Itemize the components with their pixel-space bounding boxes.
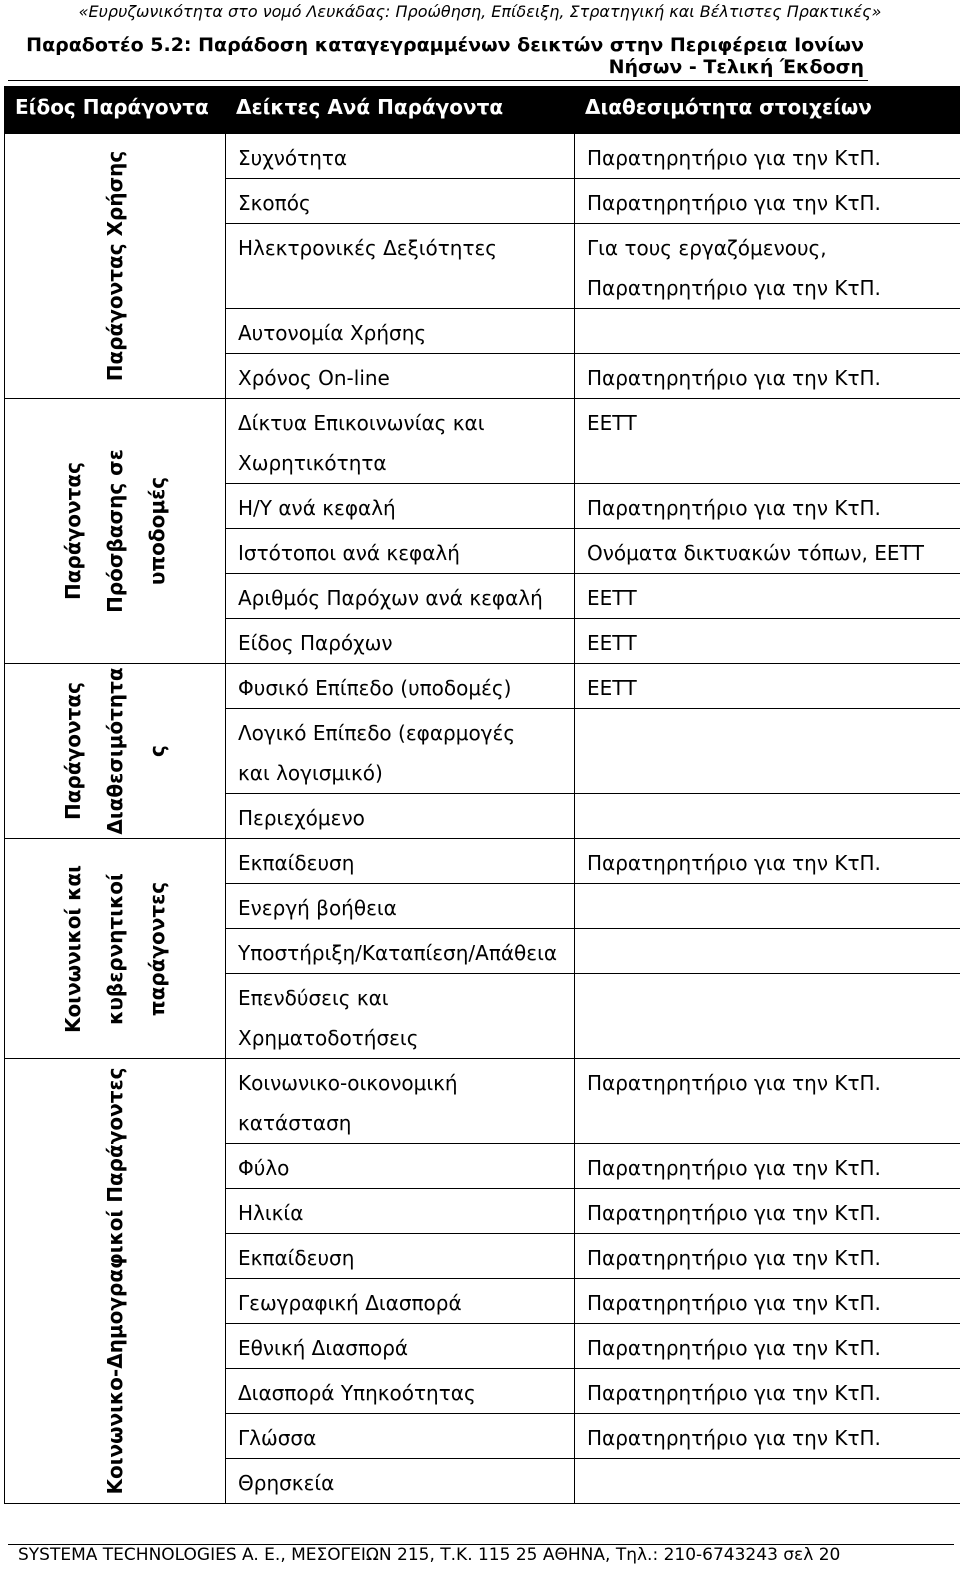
availability-source: Παρατηρητήριο για την ΚτΠ. — [587, 1156, 881, 1180]
indicator-cell — [226, 224, 575, 309]
indicator-label: Ιστότοποι ανά κεφαλή — [238, 541, 460, 565]
availability-cell — [575, 574, 960, 619]
indicator-cell — [226, 1189, 575, 1234]
column-header-availability — [575, 87, 960, 134]
factor-category-label: Κοινωνικο-Δημογραφικοί Παράγοντες — [103, 1067, 127, 1495]
indicator-label: Εκπαίδευση — [238, 851, 355, 875]
availability-cell — [575, 794, 960, 839]
table-row — [5, 1059, 960, 1144]
availability-cell — [575, 399, 960, 484]
indicator-cell — [226, 929, 575, 974]
factor-category-label: Παράγοντας — [61, 462, 85, 600]
indicator-label: Η/Υ ανά κεφαλή — [238, 496, 396, 520]
table-row — [5, 664, 960, 709]
factor-category-label: παράγοντες — [145, 881, 169, 1016]
availability-cell — [575, 309, 960, 354]
column-header-indicators — [226, 87, 575, 134]
availability-cell — [575, 929, 960, 974]
indicator-label: Κοινωνικο-οικονομική — [238, 1071, 458, 1095]
indicator-label: Διασπορά Υπηκοότητας — [238, 1381, 476, 1405]
indicator-label: Ηλεκτρονικές Δεξιότητες — [238, 236, 498, 260]
indicators-table — [4, 86, 960, 1504]
factor-category-cell — [5, 134, 226, 399]
indicator-label: Συχνότητα — [238, 146, 348, 170]
table-row — [5, 134, 960, 179]
footer-company-info: SYSTEMA TECHNOLOGIES A. E., ΜΕΣΟΓΕΙΩΝ 215, Τ.Κ. 115 25 ΑΘΗΝΑ, Τηλ.: 210-6743243 σελ 20 — [18, 1545, 841, 1565]
factor-category-label: ς — [145, 745, 169, 757]
availability-cell — [575, 664, 960, 709]
indicators-table-container — [4, 86, 960, 1509]
indicator-cell — [226, 179, 575, 224]
factor-category-label: υποδομές — [145, 476, 169, 586]
availability-source: ΕΕΤΤ — [587, 631, 637, 655]
availability-source: Παρατηρητήριο για την ΚτΠ. — [587, 1246, 881, 1270]
indicator-cell — [226, 399, 575, 484]
header-divider — [8, 80, 868, 81]
availability-source: Παρατηρητήριο για την ΚτΠ. — [587, 496, 881, 520]
indicator-label: κατάσταση — [238, 1111, 352, 1135]
availability-source: Παρατηρητήριο για την ΚτΠ. — [587, 1201, 881, 1225]
availability-source: Παρατηρητήριο για την ΚτΠ. — [587, 1336, 881, 1360]
deliverable-title: Παραδοτέο 5.2: Παράδοση καταγεγραμμένων δεικτών στην Περιφέρεια Ιονίων — [26, 34, 864, 56]
indicator-label: Ενεργή βοήθεια — [238, 896, 397, 920]
indicator-label: Θρησκεία — [238, 1471, 335, 1495]
indicator-cell — [226, 1324, 575, 1369]
deliverable-subtitle: Νήσων - Τελική Έκδοση — [608, 56, 864, 78]
indicator-label: Περιεχόμενο — [238, 806, 365, 830]
indicator-cell — [226, 574, 575, 619]
availability-cell — [575, 619, 960, 664]
indicator-label: Εκπαίδευση — [238, 1246, 355, 1270]
indicator-label: και λογισμικό) — [238, 761, 383, 785]
factor-category-label: Παράγοντας — [61, 682, 85, 820]
table-body — [5, 134, 960, 1504]
table-row — [5, 399, 960, 484]
availability-cell — [575, 529, 960, 574]
indicator-label: Φυσικό Επίπεδο (υποδομές) — [238, 676, 512, 700]
availability-source: Για τους εργαζόμενους, — [587, 236, 827, 260]
availability-source: Παρατηρητήριο για την ΚτΠ. — [587, 1381, 881, 1405]
indicator-label: Λογικό Επίπεδο (εφαρμογές — [238, 721, 516, 745]
indicator-cell — [226, 839, 575, 884]
column-header-label: Είδος Παράγοντα — [15, 95, 209, 119]
indicator-label: Γλώσσα — [238, 1426, 317, 1450]
indicator-label: Χωρητικότητα — [238, 451, 387, 475]
availability-source: Ονόματα δικτυακών τόπων, ΕΕΤΤ — [587, 541, 924, 565]
availability-source: Παρατηρητήριο για την ΚτΠ. — [587, 366, 881, 390]
column-header-factor-type — [5, 87, 226, 134]
availability-source: ΕΕΤΤ — [587, 676, 637, 700]
indicator-cell — [226, 134, 575, 179]
indicator-label: Αυτονομία Χρήσης — [238, 321, 427, 345]
availability-cell — [575, 1369, 960, 1414]
indicator-cell — [226, 1234, 575, 1279]
factor-category-cell — [5, 399, 226, 664]
indicator-cell — [226, 1059, 575, 1144]
availability-cell — [575, 354, 960, 399]
availability-source — [587, 713, 960, 753]
indicator-label: Γεωγραφική Διασπορά — [238, 1291, 462, 1315]
availability-cell — [575, 1414, 960, 1459]
availability-source — [587, 313, 960, 353]
availability-cell — [575, 1279, 960, 1324]
availability-source: Παρατηρητήριο για την ΚτΠ. — [587, 1426, 881, 1450]
indicator-label: Υποστήριξη/Καταπίεση/Απάθεια — [238, 941, 558, 965]
factor-category-cell — [5, 664, 226, 839]
availability-source: Παρατηρητήριο για την ΚτΠ. — [587, 1071, 881, 1095]
availability-source: Παρατηρητήριο για την ΚτΠ. — [587, 1291, 881, 1315]
availability-source — [587, 798, 960, 838]
indicator-cell — [226, 1459, 575, 1504]
availability-cell — [575, 709, 960, 794]
availability-cell — [575, 224, 960, 309]
availability-source — [587, 978, 960, 1018]
availability-cell — [575, 1459, 960, 1504]
indicator-cell — [226, 1144, 575, 1189]
factor-category-cell — [5, 1059, 226, 1504]
factor-category-cell — [5, 839, 226, 1059]
indicator-label: Αριθμός Παρόχων ανά κεφαλή — [238, 586, 543, 610]
availability-source — [587, 1463, 960, 1503]
factor-category-label: Κοινωνικοί και — [61, 864, 85, 1033]
availability-cell — [575, 1059, 960, 1144]
availability-cell — [575, 884, 960, 929]
indicator-cell — [226, 309, 575, 354]
availability-source: Παρατηρητήριο για την ΚτΠ. — [587, 191, 881, 215]
table-header-row — [5, 87, 960, 134]
availability-source: ΕΕΤΤ — [587, 586, 637, 610]
availability-cell — [575, 134, 960, 179]
factor-category-label: κυβερνητικοί — [103, 872, 127, 1025]
indicator-label: Χρηματοδοτήσεις — [238, 1026, 419, 1050]
indicator-cell — [226, 709, 575, 794]
availability-source: Παρατηρητήριο για την ΚτΠ. — [587, 276, 881, 300]
availability-cell — [575, 839, 960, 884]
availability-source: ΕΕΤΤ — [587, 411, 637, 435]
indicator-cell — [226, 354, 575, 399]
indicator-cell — [226, 1279, 575, 1324]
indicator-cell — [226, 884, 575, 929]
indicator-label: Εθνική Διασπορά — [238, 1336, 409, 1360]
indicator-cell — [226, 1414, 575, 1459]
indicator-cell — [226, 794, 575, 839]
indicator-label: Ηλικία — [238, 1201, 304, 1225]
availability-cell — [575, 974, 960, 1059]
indicator-label: Επενδύσεις και — [238, 986, 389, 1010]
indicator-label: Είδος Παρόχων — [238, 631, 393, 655]
document-project-title: «Ευρυζωνικότητα στο νομό Λευκάδας: Προώθηση, Επίδειξη, Στρατηγική και Βέλτιστες Πρακτικές» — [78, 2, 882, 21]
indicator-cell — [226, 664, 575, 709]
indicator-cell — [226, 529, 575, 574]
indicator-label: Φύλο — [238, 1156, 290, 1180]
indicator-cell — [226, 1369, 575, 1414]
availability-cell — [575, 1144, 960, 1189]
factor-category-label: Πρόσβασης σε — [103, 449, 127, 613]
availability-source: Παρατηρητήριο για την ΚτΠ. — [587, 146, 881, 170]
factor-category-label: Παράγοντας Χρήσης — [103, 150, 127, 382]
table-row — [5, 839, 960, 884]
indicator-cell — [226, 974, 575, 1059]
indicator-label: Δίκτυα Επικοινωνίας και — [238, 411, 485, 435]
availability-source — [587, 933, 960, 973]
column-header-label: Διαθεσιμότητα στοιχείων — [585, 95, 872, 119]
column-header-label: Δείκτες Ανά Παράγοντα — [236, 95, 504, 119]
availability-cell — [575, 179, 960, 224]
availability-cell — [575, 1234, 960, 1279]
factor-category-label: Διαθεσιμότητα — [103, 667, 127, 835]
indicator-cell — [226, 484, 575, 529]
indicator-label: Σκοπός — [238, 191, 311, 215]
indicator-label: Χρόνος On-line — [238, 366, 390, 390]
availability-cell — [575, 484, 960, 529]
indicator-cell — [226, 619, 575, 664]
availability-source — [587, 888, 960, 928]
availability-cell — [575, 1189, 960, 1234]
availability-source: Παρατηρητήριο για την ΚτΠ. — [587, 851, 881, 875]
availability-cell — [575, 1324, 960, 1369]
